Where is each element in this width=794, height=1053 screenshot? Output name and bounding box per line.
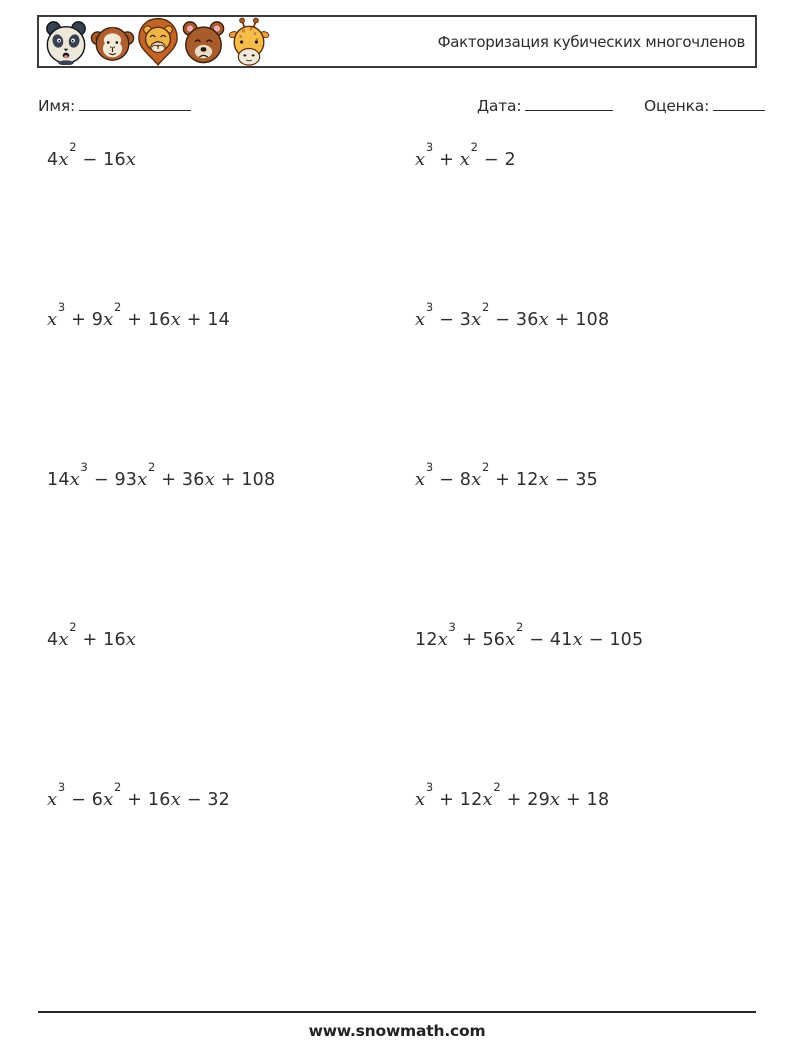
date-label: Дата: <box>477 97 522 115</box>
grade-blank-line <box>713 95 765 111</box>
grade-label: Оценка: <box>644 97 710 115</box>
name-blank-line <box>79 95 191 111</box>
panda-icon <box>44 19 88 65</box>
name-label: Имя: <box>38 97 76 115</box>
problem-9: $x^3 - 6x^2 + 16x - 32$ <box>47 780 230 810</box>
lion-icon <box>137 17 179 67</box>
problem-7: $4x^2 + 16x$ <box>47 620 137 650</box>
grade-field <box>644 95 765 115</box>
giraffe-icon <box>228 17 270 67</box>
bear-icon <box>181 19 226 65</box>
date-blank-line <box>525 95 613 111</box>
footer-divider <box>38 1011 756 1013</box>
monkey-icon <box>90 20 135 64</box>
footer-url: www.snowmath.com <box>308 1022 486 1040</box>
problem-8: $12x^3 + 56x^2 - 41x - 105$ <box>415 620 644 650</box>
problem-5: $14x^3 - 93x^2 + 36x + 108$ <box>47 460 276 490</box>
problem-1: $4x^2 - 16x$ <box>47 140 137 170</box>
name-field <box>38 95 191 115</box>
worksheet-title: Факторизация кубических многочленов <box>437 32 745 51</box>
problem-3: $x^3 + 9x^2 + 16x + 14$ <box>47 300 230 330</box>
animal-icons <box>44 17 270 66</box>
problem-4: $x^3 - 3x^2 - 36x + 108$ <box>415 300 610 330</box>
problem-10: $x^3 + 12x^2 + 29x + 18$ <box>415 780 610 810</box>
problem-2: $x^3 + x^2 - 2$ <box>415 140 516 170</box>
problem-6: $x^3 - 8x^2 + 12x - 35$ <box>415 460 598 490</box>
header <box>37 15 757 68</box>
date-field <box>477 95 613 115</box>
